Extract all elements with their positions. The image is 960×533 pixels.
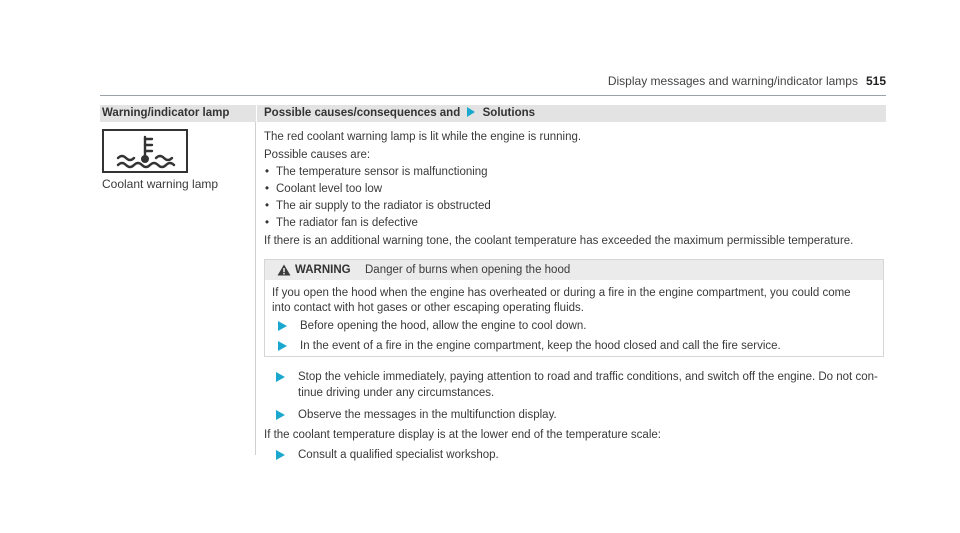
warning-body-line: If you open the hood when the engine has overheated or during a fire in the engine compartment, you could come bbox=[272, 287, 851, 299]
causes-label: Possible causes are: bbox=[264, 149, 371, 161]
column-header-causes-label: Possible causes/consequences and bbox=[264, 107, 461, 119]
running-head bbox=[608, 74, 886, 88]
step-arrow-icon bbox=[276, 410, 285, 420]
warning-step-text: In the event of a fire in the engine compartment, keep the hood closed and call the fire service. bbox=[300, 340, 781, 352]
warning-lamp-table bbox=[100, 105, 886, 461]
solution-step-text-continued: tinue driving under any circumstances. bbox=[298, 387, 495, 399]
warning-tone-text: If there is an additional warning tone, the coolant temperature has exceeded the maximum permissible temperature. bbox=[264, 235, 854, 247]
warning-step bbox=[278, 318, 586, 334]
column-divider bbox=[255, 122, 256, 455]
warning-subtitle: Danger of burns when opening the hood bbox=[365, 264, 571, 276]
cause-list-item: • The temperature sensor is malfunctioning bbox=[264, 164, 488, 180]
warning-step-text: Before opening the hood, allow the engine to cool down. bbox=[300, 320, 587, 332]
solutions-arrow-icon bbox=[467, 107, 475, 117]
running-head-title: Display messages and warning/indicator lamps bbox=[607, 74, 858, 88]
solution-step bbox=[276, 447, 499, 463]
solution-step-text: Consult a qualified specialist workshop. bbox=[298, 449, 499, 461]
step-arrow-icon bbox=[276, 372, 285, 382]
warning-label: WARNING bbox=[295, 264, 351, 276]
column-header-causes bbox=[257, 105, 886, 122]
cause-list-item: • The radiator fan is defective bbox=[264, 215, 418, 231]
step-arrow-icon bbox=[278, 321, 287, 331]
page-number: 515 bbox=[865, 74, 886, 88]
solution-step-text: Stop the vehicle immediately, paying attention to road and traffic conditions, and switch off the engine. Do not con- bbox=[298, 371, 878, 383]
coolant-temperature-icon bbox=[102, 129, 188, 173]
solution-step bbox=[276, 407, 557, 423]
header-rule bbox=[100, 95, 886, 96]
solution-step-text: Observe the messages in the multifunction display. bbox=[298, 409, 557, 421]
warning-box-header bbox=[265, 260, 883, 280]
warning-step bbox=[278, 338, 781, 354]
lower-end-text: If the coolant temperature display is at the lower end of the temperature scale: bbox=[264, 429, 661, 441]
warning-box bbox=[264, 259, 884, 357]
warning-body-line: into contact with hot gases or other escaping operating fluids. bbox=[272, 302, 584, 314]
cause-list-item: • Coolant level too low bbox=[264, 181, 382, 197]
solution-step bbox=[276, 369, 878, 401]
cause-list-item: • The air supply to the radiator is obstructed bbox=[264, 198, 491, 214]
step-arrow-icon bbox=[278, 341, 287, 351]
column-header-solutions-label: Solutions bbox=[482, 107, 536, 119]
intro-text: The red coolant warning lamp is lit while the engine is running. bbox=[264, 131, 582, 143]
column-header-lamp: Warning/indicator lamp bbox=[100, 105, 256, 122]
lamp-caption: Coolant warning lamp bbox=[102, 177, 219, 191]
step-arrow-icon bbox=[276, 450, 285, 460]
warning-triangle-icon bbox=[277, 264, 291, 276]
